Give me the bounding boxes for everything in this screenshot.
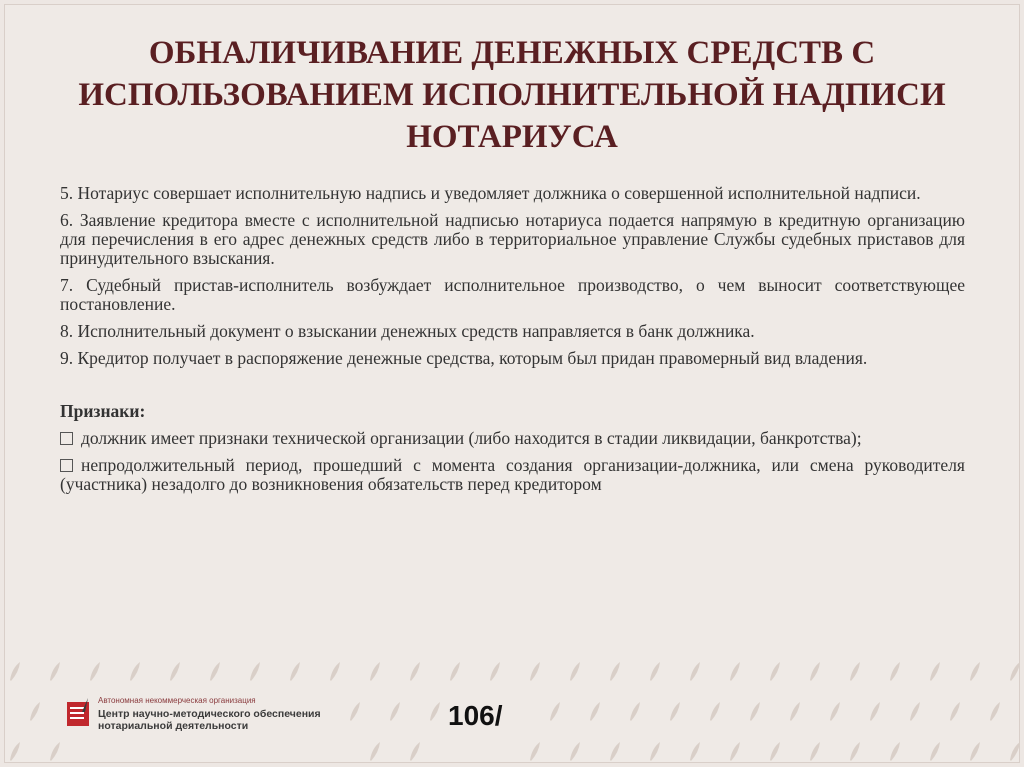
feather-icon: [770, 662, 780, 681]
square-bullet-icon: [60, 432, 73, 445]
feather-icon: [370, 662, 380, 681]
logo-line-1: Центр научно-методического обеспечения: [98, 708, 321, 720]
sign-item-2: [60, 456, 965, 494]
paragraph-7: 7. Судебный пристав-исполнитель возбуждает исполнительное производство, о чем выносит соответствующее постановление.: [60, 275, 965, 314]
feather-icon: [290, 662, 300, 681]
square-bullet-icon: [60, 459, 73, 472]
feather-icon: [250, 662, 260, 681]
feather-icon: [850, 662, 860, 681]
feather-icon: [810, 662, 820, 681]
feather-icon: [390, 702, 400, 721]
feather-icon: [10, 662, 20, 681]
logo-main-text: [98, 708, 321, 732]
feather-icon: [610, 662, 620, 681]
feather-icon: [730, 662, 740, 681]
feather-icon: [550, 702, 560, 721]
feather-icon: [610, 742, 620, 761]
feather-icon: [850, 742, 860, 761]
feather-icon: [650, 742, 660, 761]
feather-icon: [710, 702, 720, 721]
feather-icon: [770, 742, 780, 761]
feather-icon: [370, 742, 380, 761]
slide-content: [60, 184, 965, 502]
feather-icon: [410, 742, 420, 761]
feather-icon: [990, 702, 1000, 721]
feather-icon: [590, 702, 600, 721]
paragraph-5: 5. Нотариус совершает исполнительную надпись и уведомляет должника о совершенной исполнительной надписи.: [60, 183, 921, 203]
feather-icon: [790, 702, 800, 721]
feather-icon: [650, 662, 660, 681]
paragraph-9: 9. Кредитор получает в распоряжение денежные средства, которым был придан правомерный вид владения.: [60, 348, 868, 368]
feather-icon: [750, 702, 760, 721]
title-line-1: ОБНАЛИЧИВАНИЕ ДЕНЕЖНЫХ СРЕДСТВ С: [148, 35, 876, 71]
feather-icon: [970, 742, 980, 761]
feather-icon: [410, 662, 420, 681]
feather-icon: [950, 702, 960, 721]
feather-icon: [910, 702, 920, 721]
signs-heading: Признаки:: [60, 401, 146, 421]
feather-icon: [490, 662, 500, 681]
feather-icon: [670, 702, 680, 721]
paragraph-6: 6. Заявление кредитора вместе с исполнительной надписью нотариуса подается напрямую в кредитную организацию для перечисления в его адрес денежных средств либо в территориальное управление Службы судебных приставов для принудительного взыскания.: [60, 210, 965, 268]
title-line-2: ИСПОЛЬЗОВАНИЕМ ИСПОЛНИТЕЛЬНОЙ НАДПИСИ: [78, 77, 946, 113]
feather-icon: [10, 742, 20, 761]
feather-icon: [50, 662, 60, 681]
feather-icon: [870, 702, 880, 721]
feather-icon: [130, 662, 140, 681]
feather-icon: [570, 662, 580, 681]
feather-icon: [630, 702, 640, 721]
feather-icon: [330, 662, 340, 681]
feather-icon: [930, 742, 940, 761]
feather-icon: [50, 742, 60, 761]
feather-icon: [90, 662, 100, 681]
slide-title: [40, 32, 984, 158]
logo-line-2: нотариальной деятельности: [98, 720, 249, 732]
feather-icon: [890, 742, 900, 761]
feather-icon: [1010, 662, 1020, 681]
page-number: 106/: [448, 700, 503, 731]
feather-icon: [350, 702, 360, 721]
title-line-3: НОТАРИУСА: [406, 119, 618, 155]
feather-icon: [450, 662, 460, 681]
organization-logo: [66, 694, 336, 744]
sign-item-2-text: непродолжительный период, прошедший с момента создания организации-должника, или смена руководителя (участника) незадолго до возникновения обязательств перед кредитором: [60, 455, 965, 494]
logo-small-text: Автономная некоммерческая организация: [98, 696, 256, 705]
feather-icon: [930, 662, 940, 681]
logo-emblem-icon: [66, 698, 92, 728]
feather-icon: [170, 662, 180, 681]
feather-icon: [690, 662, 700, 681]
feather-icon: [570, 742, 580, 761]
sign-item-1-text: должник имеет признаки технической организации (либо находится в стадии ликвидации, банкротства);: [81, 428, 862, 448]
feather-icon: [1010, 742, 1020, 761]
feather-icon: [730, 742, 740, 761]
feather-icon: [970, 662, 980, 681]
paragraph-8: 8. Исполнительный документ о взыскании денежных средств направляется в банк должника.: [60, 321, 755, 341]
feather-icon: [690, 742, 700, 761]
feather-icon: [210, 662, 220, 681]
feather-icon: [890, 662, 900, 681]
feather-icon: [430, 702, 440, 721]
sign-item-1: [60, 429, 965, 448]
feather-icon: [30, 702, 40, 721]
feather-icon: [810, 742, 820, 761]
feather-icon: [530, 742, 540, 761]
feather-icon: [830, 702, 840, 721]
feather-icon: [530, 662, 540, 681]
